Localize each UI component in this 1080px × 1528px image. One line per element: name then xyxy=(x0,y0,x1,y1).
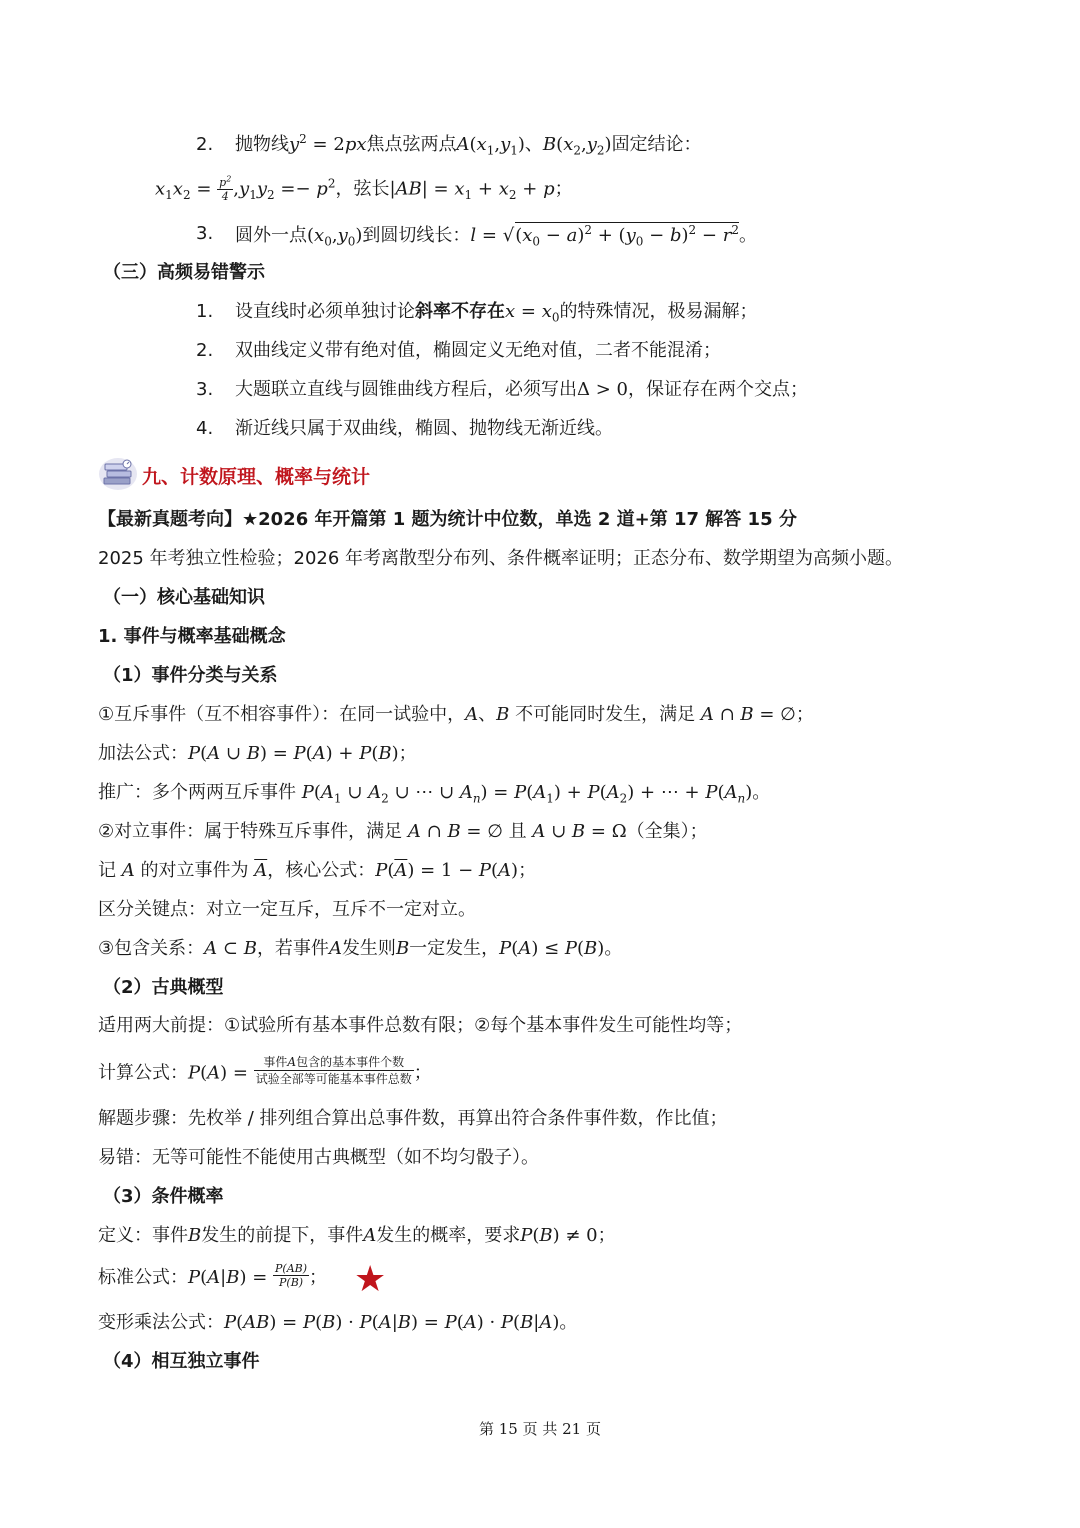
document-page: 2. 抛物线$y^2 = 2px$焦点弦两点$A(x_1,y_1)$、$B(x_2,y_2)$固定结论： $x_1x_2$ = $\frac{p^2}{4}$ $,y_1y_2 =- p^2$，弦长$|AB| = x_1 + x_2 + p$； 3. 圆外一点$(x_0,y_0)$到圆切线长：$l = √(x_0 - a)^2 + (y_0 - b)^2 - r^2$。 （三）高频易错警示 1. 设直线时必须单独讨论斜率不存在$x = x_0$的特殊情况，极易漏解； 2. 双曲线定义带有绝对值，椭圆定义无绝对值，二者不能混淆； 3. 大题联立直线与圆锥曲线方程后，必须写出Δ > 0，保证存在两个交点； 4. 渐近线只属于双曲线，椭圆、抛物线无渐近线。 九、计数原理、概率与统计 【最新真题考向】★2026 年开篇第 1 题为统计中位数，单选 2 道+第 17 解答 15 分 2025 年考独立性检验；2026 年考离散型分布列、条件概率证明；正态分布、数学期望为高频小题。 （一）核心基础知识 1. 事件与概率基础概念 （1）事件分类与关系 ①互斥事件（互不相容事件）：在同一试验中，A、B 不可能同时发生，满足 A ∩ B = ∅； 加法公式：P(A ∪ B) = P(A) + P(B)； 推广：多个两两互斥事件 $P(A_1$ ∪ $A_2$ ∪ ⋯ ∪ $A_n) = P(A_1) + P(A_2)$ + ⋯ + $P(A_n)$。 ②对立事件：属于特殊互斥事件，满足 A ∩ B = ∅ 且 A ∪ B = Ω（全集）； 记 A 的对立事件为 $\overline{A}$，核心公式：$P(\overline{A}) = 1 - P(A)$； 区分关键点：对立一定互斥，互斥不一定对立。 ③包含关系：A ⊂ B，若事件A发生则B一定发生，P(A) ≤ P(B)。 （2）古典概型 适用两大前提：①试验所有基本事件总数有限；②每个基本事件发生可能性均等； 计算公式：P(A) = $\frac{\text{事件A包含的基本事件个数}}{\text{试验全部等可能基本事件总数}}$ ； 解题步骤：先枚举 / 排列组合算出总事件数，再算出符合条件事件数，作比值； 易错：无等可能性不能使用古典概型（如不均匀骰子）。 （3）条件概率 定义：事件B发生的前提下，事件A发生的概率，要求P(B) ≠ 0； 标准公式：P(A|B) = $\frac{P(AB)}{P(B)}$ ； ★ 变形乘法公式：P(AB) = P(B) · P(A|B) = P(A) · P(B|A)。 （4）相互独立事件 第 15 页 共 21 页 xyxy=(0,0,1080,1528)
text-line: 记 A 的对立事件为 $\overline{A}$，核心公式：$P(\overline{A}) = 1 - P(A)$； xyxy=(98,860,537,881)
part-heading: （4）相互独立事件 xyxy=(103,1351,260,1372)
text-line: 区分关键点：对立一定互斥，互斥不一定对立。 xyxy=(98,899,476,920)
part-heading: （3）条件概率 xyxy=(103,1186,224,1207)
conditional-formula: 标准公式：P(A|B) = $\frac{P(AB)}{P(B)}$ ； xyxy=(98,1261,328,1289)
part-heading: （2）古典概型 xyxy=(103,977,224,998)
book-stack-icon xyxy=(98,456,138,492)
text-line: 定义：事件B发生的前提下，事件A发生的概率，要求P(B) ≠ 0； xyxy=(98,1225,616,1246)
core-heading: （一）核心基础知识 xyxy=(103,587,265,608)
exam-history: 2025 年考独立性检验；2026 年考离散型分布列、条件概率证明；正态分布、数学期望为高频小题。 xyxy=(98,548,904,569)
text-line: 变形乘法公式：P(AB) = P(B) · P(A|B) = P(A) · P(B|A)。 xyxy=(98,1312,578,1333)
text-line: 解题步骤：先枚举 / 排列组合算出总事件数，再算出符合条件事件数，作比值； xyxy=(98,1108,728,1129)
section-title: 九、计数原理、概率与统计 xyxy=(142,466,371,488)
star-icon: ★ xyxy=(354,1259,387,1300)
part-heading: （1）事件分类与关系 xyxy=(103,665,278,686)
page-footer: 第 15 页 共 21 页 xyxy=(478,1420,601,1438)
subsection-heading: 1. 事件与概率基础概念 xyxy=(98,626,286,647)
text-line: 加法公式：P(A ∪ B) = P(A) + P(B)； xyxy=(98,743,417,764)
item-number: 2. xyxy=(196,134,214,155)
text-line: 推广：多个两两互斥事件 $P(A_1$ ∪ $A_2$ ∪ ⋯ ∪ $A_n) = P(A_1) + P(A_2)$ + ⋯ + $P(A_n)$。 xyxy=(98,782,771,806)
text-line: ②对立事件：属于特殊互斥事件，满足 A ∩ B = ∅ 且 A ∪ B = Ω（全集）； xyxy=(98,821,708,842)
text-line: ③包含关系：A ⊂ B，若事件A发生则B一定发生，P(A) ≤ P(B)。 xyxy=(98,938,623,959)
exam-trend: 【最新真题考向】★2026 年开篇第 1 题为统计中位数，单选 2 道+第 17 解答 15 分 xyxy=(98,509,797,530)
warnings-heading: （三）高频易错警示 xyxy=(103,262,265,283)
text-line: 易错：无等可能性不能使用古典概型（如不均匀骰子）。 xyxy=(98,1147,539,1168)
parabola-formula: $x_1x_2$ = $\frac{p^2}{4}$ $,y_1y_2 =- p^2$，弦长$|AB| = x_1 + x_2 + p$； xyxy=(155,174,573,203)
text-line: 适用两大前提：①试验所有基本事件总数有限；②每个基本事件发生可能性均等； xyxy=(98,1015,743,1036)
text-line: ①互斥事件（互不相容事件）：在同一试验中，A、B 不可能同时发生，满足 A ∩ B = ∅； xyxy=(98,704,814,725)
classical-formula: 计算公式：P(A) = $\frac{\text{事件A包含的基本事件个数}}{\text{试验全部等可能基本事件总数}}$ ； xyxy=(98,1055,432,1086)
